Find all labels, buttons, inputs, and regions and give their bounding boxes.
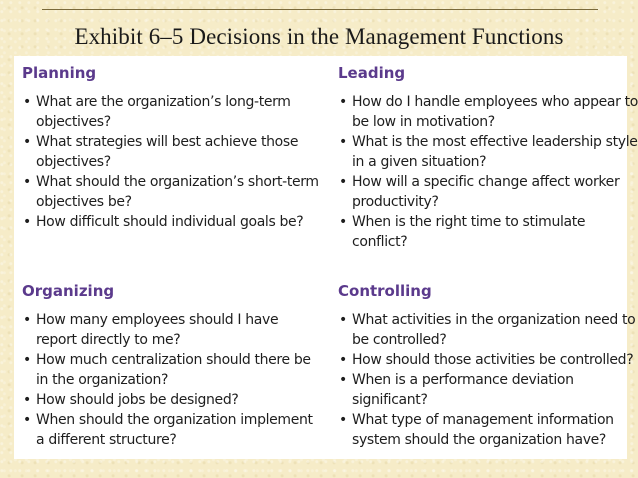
question-text: What are the organization’s long-term objectives? bbox=[36, 94, 291, 130]
bullet-icon: • bbox=[23, 412, 31, 428]
list-item bbox=[338, 132, 638, 172]
question-text: What activities in the organization need to be controlled? bbox=[352, 312, 636, 348]
question-text: What should the organization’s short-term objectives be? bbox=[36, 174, 319, 210]
list-item bbox=[22, 132, 322, 172]
leading-heading: Leading bbox=[338, 64, 406, 82]
bullet-icon: • bbox=[339, 312, 347, 328]
list-item bbox=[338, 310, 638, 350]
bullet-icon: • bbox=[339, 174, 347, 190]
list-item bbox=[22, 92, 322, 132]
bullet-icon: • bbox=[339, 214, 347, 230]
bullet-icon: • bbox=[23, 214, 31, 230]
list-item bbox=[338, 92, 638, 132]
question-text: How many employees should I have report directly to me? bbox=[36, 312, 279, 348]
bullet-icon: • bbox=[23, 134, 31, 150]
list-item bbox=[22, 390, 322, 410]
bullet-icon: • bbox=[339, 352, 347, 368]
list-item bbox=[22, 172, 322, 212]
bullet-icon: • bbox=[339, 94, 347, 110]
list-item bbox=[22, 212, 322, 232]
bullet-icon: • bbox=[23, 312, 31, 328]
content-panel bbox=[14, 56, 638, 459]
bullet-icon: • bbox=[339, 134, 347, 150]
list-item bbox=[338, 370, 638, 410]
list-item bbox=[22, 410, 322, 450]
question-text: When is the right time to stimulate conflict? bbox=[352, 214, 586, 250]
planning-question-list bbox=[22, 92, 322, 232]
planning-section bbox=[22, 64, 322, 232]
list-item bbox=[22, 350, 322, 390]
list-item bbox=[338, 172, 638, 212]
question-text: What type of management information system should the organization have? bbox=[352, 412, 614, 448]
controlling-question-list bbox=[338, 310, 638, 450]
question-text: When should the organization implement a different structure? bbox=[36, 412, 313, 448]
question-text: How should those activities be controlled? bbox=[352, 352, 634, 368]
list-item bbox=[338, 410, 638, 450]
question-text: When is a performance deviation significant? bbox=[352, 372, 574, 408]
question-text: How should jobs be designed? bbox=[36, 392, 239, 408]
leading-question-list bbox=[338, 92, 638, 252]
list-item bbox=[338, 212, 638, 252]
bullet-icon: • bbox=[23, 392, 31, 408]
question-text: How difficult should individual goals be? bbox=[36, 214, 304, 230]
organizing-heading: Organizing bbox=[22, 282, 115, 300]
bullet-icon: • bbox=[23, 352, 31, 368]
organizing-section bbox=[22, 282, 322, 450]
exhibit-title: Exhibit 6–5 Decisions in the Management Functions bbox=[74, 24, 564, 49]
controlling-heading: Controlling bbox=[338, 282, 432, 300]
bullet-icon: • bbox=[23, 174, 31, 190]
planning-heading: Planning bbox=[22, 64, 97, 82]
question-text: How do I handle employees who appear to be low in motivation? bbox=[352, 94, 638, 130]
list-item bbox=[22, 310, 322, 350]
controlling-section bbox=[338, 282, 638, 450]
list-item bbox=[338, 350, 638, 370]
bullet-icon: • bbox=[23, 94, 31, 110]
bullet-icon: • bbox=[339, 412, 347, 428]
question-text: How much centralization should there be in the organization? bbox=[36, 352, 311, 388]
organizing-question-list bbox=[22, 310, 322, 450]
top-divider-line bbox=[42, 9, 598, 10]
question-text: What strategies will best achieve those objectives? bbox=[36, 134, 299, 170]
question-text: How will a specific change affect worker productivity? bbox=[352, 174, 620, 210]
question-text: What is the most effective leadership style in a given situation? bbox=[352, 134, 638, 170]
bullet-icon: • bbox=[339, 372, 347, 388]
leading-section bbox=[338, 64, 638, 252]
